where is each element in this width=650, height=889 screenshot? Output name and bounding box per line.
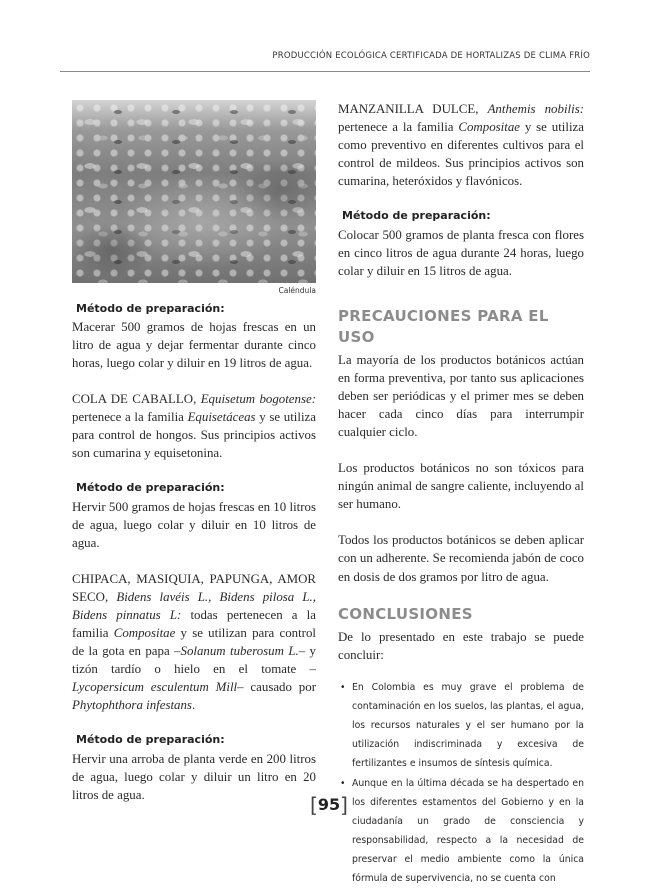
precauciones-paragraph: Todos los productos botánicos se deben aplicar con un adherente. Se recomienda jabón de coco en dosis de dos gramos por litro de agua. xyxy=(338,533,584,584)
bracket-right: ] xyxy=(340,793,348,817)
list-item xyxy=(338,678,584,773)
list-item xyxy=(338,774,584,888)
family-name: Equisetáceas xyxy=(187,410,256,425)
conclusiones-intro: De lo presentado en este trabajo se puede concluir: xyxy=(338,629,584,662)
precauciones-heading: PRECAUCIONES PARA EL USO xyxy=(338,306,549,346)
list-item-text: Aunque en la última década se ha despertado en los diferentes estamentos del Gobierno y en la ciudadanía un grado de consciencia y responsabilidad, respecto a la necesidad de preservar el medio ambiente como la única fórmula de supervivencia, no se cuenta con xyxy=(352,777,584,885)
paragraph-text: pertenece a la familia xyxy=(338,120,459,135)
method-text: Hervir una arroba de planta verde en 200 litros de agua, luego colar y diluir un litro en 20 litros de agua. xyxy=(72,751,316,802)
method-heading: Método de preparación: xyxy=(76,481,225,495)
method-heading: Método de preparación: xyxy=(76,301,225,315)
family-name: Compositae xyxy=(113,626,176,641)
family-name: Compositae xyxy=(458,120,520,135)
plant-names: CHIPACA, MASIQUIA, PAPUNGA, AMOR SECO, xyxy=(72,571,316,604)
bullet-icon: • xyxy=(340,681,346,693)
precauciones-paragraph: La mayoría de los productos botánicos actúan en forma preventiva, por tanto sus aplicaciones deben ser periódicas y el primer mes se deben hacer cada cinco días para interrumpir cualquier ciclo. xyxy=(338,352,584,440)
scientific-name: Anthemis nobilis: xyxy=(487,102,584,116)
page-number xyxy=(309,791,349,815)
bullet-icon: • xyxy=(340,777,346,789)
page-number-value: 95 xyxy=(317,795,341,814)
method-heading: Método de preparación: xyxy=(342,209,491,223)
method-text: Colocar 500 gramos de planta fresca con flores en cinco litros de agua durante 24 horas, luego colar y diluir en 15 litros de agua. xyxy=(338,227,584,278)
chipaca-paragraph xyxy=(72,570,316,715)
right-column xyxy=(338,100,584,889)
method-text: Hervir 500 gramos de hojas frescas en 10 litros de agua, luego colar y diluir en 10 litros de agua. xyxy=(72,499,316,550)
scientific-name: Phytophthora infestans xyxy=(72,698,192,713)
running-header: PRODUCCIÓN ECOLÓGICA CERTIFICADA DE HORTALIZAS DE CLIMA FRÍO xyxy=(272,51,590,61)
manzanilla-paragraph xyxy=(338,100,584,190)
paragraph-text: – y tizón tardío o hielo en el tomate – xyxy=(72,644,316,677)
plant-name: MANZANILLA DULCE, xyxy=(338,102,479,116)
scientific-name: Lycopersicum esculentum Mill xyxy=(72,680,238,695)
method-heading: Método de preparación: xyxy=(76,733,225,747)
paragraph-text: y se utilizan para control de la gota en papa – xyxy=(72,626,316,659)
conclusiones-list xyxy=(338,678,584,889)
paragraph-text: – causado por xyxy=(237,680,316,695)
precauciones-paragraph: Los productos botánicos no son tóxicos para ningún animal de sangre caliente, incluyendo al ser humano. xyxy=(338,461,584,512)
photo-caption: Caléndula xyxy=(278,286,316,295)
paragraph-text: y se utiliza como preventivo en diferentes cultivos para el control de mildeos. Sus principios activos son cumarina, heteróxidos y flavónicos. xyxy=(338,120,584,189)
method-text: Macerar 500 gramos de hojas frescas en un litro de agua y dejar fermentar durante cinco horas, luego colar y diluir en 19 litros de agua. xyxy=(72,319,316,371)
scientific-name: Equisetum bogotense: xyxy=(200,392,317,407)
scientific-name: Solanum tuberosum L. xyxy=(180,644,299,659)
calendula-photo xyxy=(72,100,316,283)
paragraph-text: . xyxy=(191,698,196,713)
cola-de-caballo-paragraph xyxy=(72,390,316,462)
paragraph-text: todas pertenecen a la familia xyxy=(72,608,316,641)
paragraph-text: y se utiliza para control de hongos. Sus principios activos son cumarina y equisetonina. xyxy=(72,410,316,461)
plant-name: COLA DE CABALLO, xyxy=(72,392,197,407)
conclusiones-heading: CONCLUSIONES xyxy=(338,604,473,623)
header-rule xyxy=(60,71,590,72)
list-item-text: En Colombia es muy grave el problema de contaminación en los suelos, las plantas, el agua, los recursos naturales y el ser humano por la utilización indiscriminada y excesiva de fertilizantes e insumos de síntesis química. xyxy=(352,681,584,769)
left-column xyxy=(72,100,316,804)
bracket-left: [ xyxy=(310,793,318,817)
scientific-name: Bidens lavéis L., Bidens pilosa L., Bidens pinnatus L: xyxy=(72,589,316,623)
paragraph-text: pertenece a la familia xyxy=(72,410,188,425)
